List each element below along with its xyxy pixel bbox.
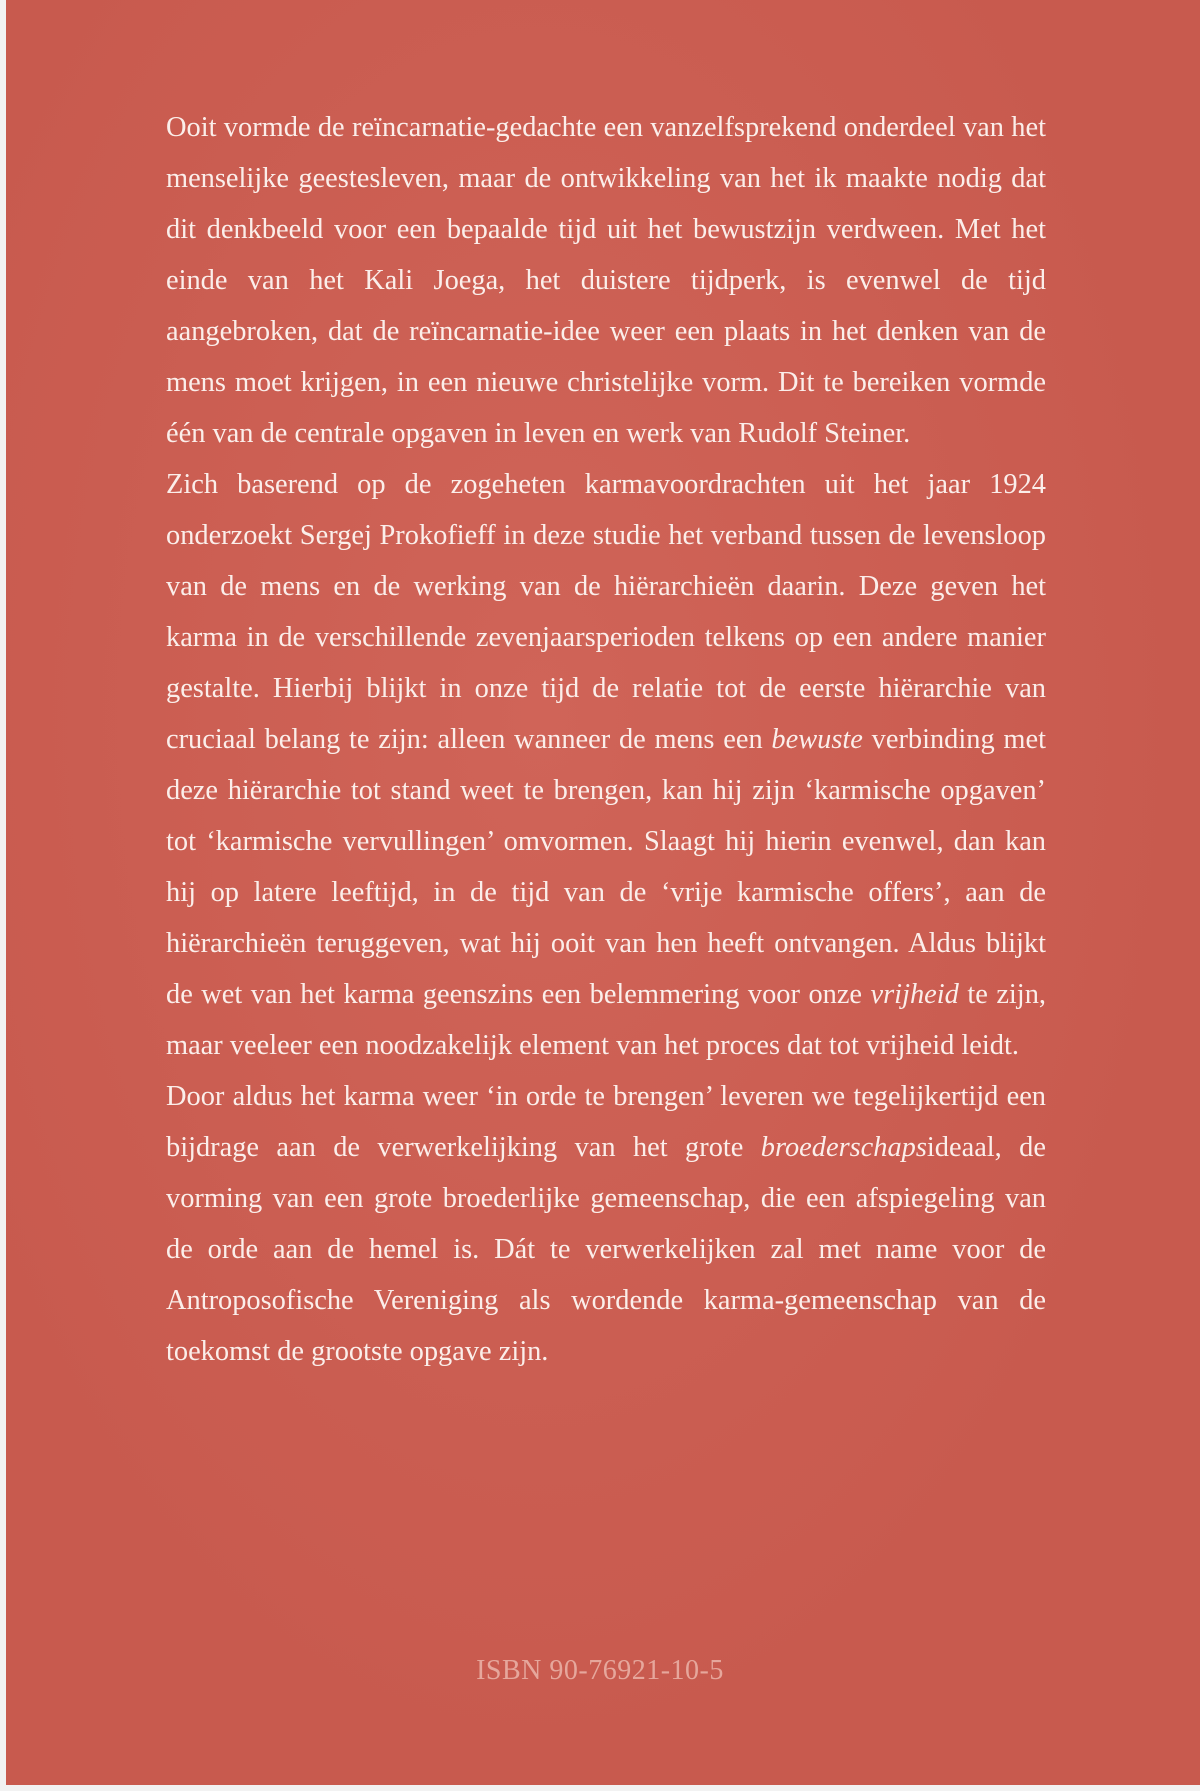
blurb-p1-text: Ooit vormde de reïncarnatie-gedachte een vanzelfsprekend onderdeel van het menselijke geestesleven, maar de ontwikkeling van het ik maakte nodig dat dit denkbeeld voor een bepaalde tijd uit het bewustzijn verdween. Met het einde van het Kali Joega, het duistere tijdperk, is evenwel de tijd aangebroken, dat de reïncarnatie-idee weer een plaats in het denken van de mens moet krijgen, in een nieuwe christelijke vorm. Dit te bereiken vormde één van de centrale opgaven in leven en werk van Rudolf Steiner. (166, 112, 1046, 449)
blurb-paragraph-2 (166, 459, 1046, 1071)
blurb-p3-text-a: Door aldus het karma weer ‘in orde te brengen’ leveren we tegelijkertijd een bijdrage aan de verwerkelijking van het grote (166, 1081, 1046, 1163)
blurb-paragraph-3 (166, 1071, 1046, 1377)
blurb-p3-italic-broederschaps: broederschaps (760, 1132, 927, 1163)
blurb-p2-italic-bewuste: bewuste (771, 724, 863, 755)
blurb-p2-italic-vrijheid: vrijheid (870, 979, 959, 1010)
blurb-text (166, 102, 1046, 1377)
blurb-p2-text-b: verbinding met deze hiërarchie tot stand weet te brengen, kan hij zijn ‘karmische opgaven’ tot ‘karmische vervullingen’ omvormen. Slaagt hij hierin evenwel, dan kan hij op latere leeftijd, in de tijd van de ‘vrije karmische offers’, aan de hiërarchieën teruggeven, wat hij ooit van hen heeft ontvangen. Aldus blijkt de wet van het karma geenszins een belemmering voor onze (166, 724, 1046, 1010)
blurb-paragraph-1 (166, 102, 1046, 459)
isbn-number: ISBN 90-76921-10-5 (476, 1655, 724, 1686)
blurb-p2-text-c: te zijn, maar veeleer een noodzakelijk element van het proces dat tot vrijheid leidt. (166, 979, 1046, 1061)
blurb-p2-text-a: Zich baserend op de zogeheten karmavoordrachten uit het jaar 1924 onderzoekt Sergej Prokofieff in deze studie het verband tussen de levensloop van de mens en de werking van de hiërarchieën daarin. Deze geven het karma in de verschillende zevenjaarsperioden telkens op een andere manier gestalte. Hierbij blijkt in onze tijd de relatie tot de eerste hiërarchie van cruciaal belang te zijn: alleen wanneer de mens een (166, 469, 1046, 755)
blurb-p3-text-b: ideaal, de vorming van een grote broederlijke gemeenschap, die een afspiegeling van de orde aan de hemel is. Dát te verwerkelijken zal met name voor de Antroposofische Vereniging als wordende karma-gemeenschap van de toekomst de grootste opgave zijn. (166, 1132, 1046, 1367)
